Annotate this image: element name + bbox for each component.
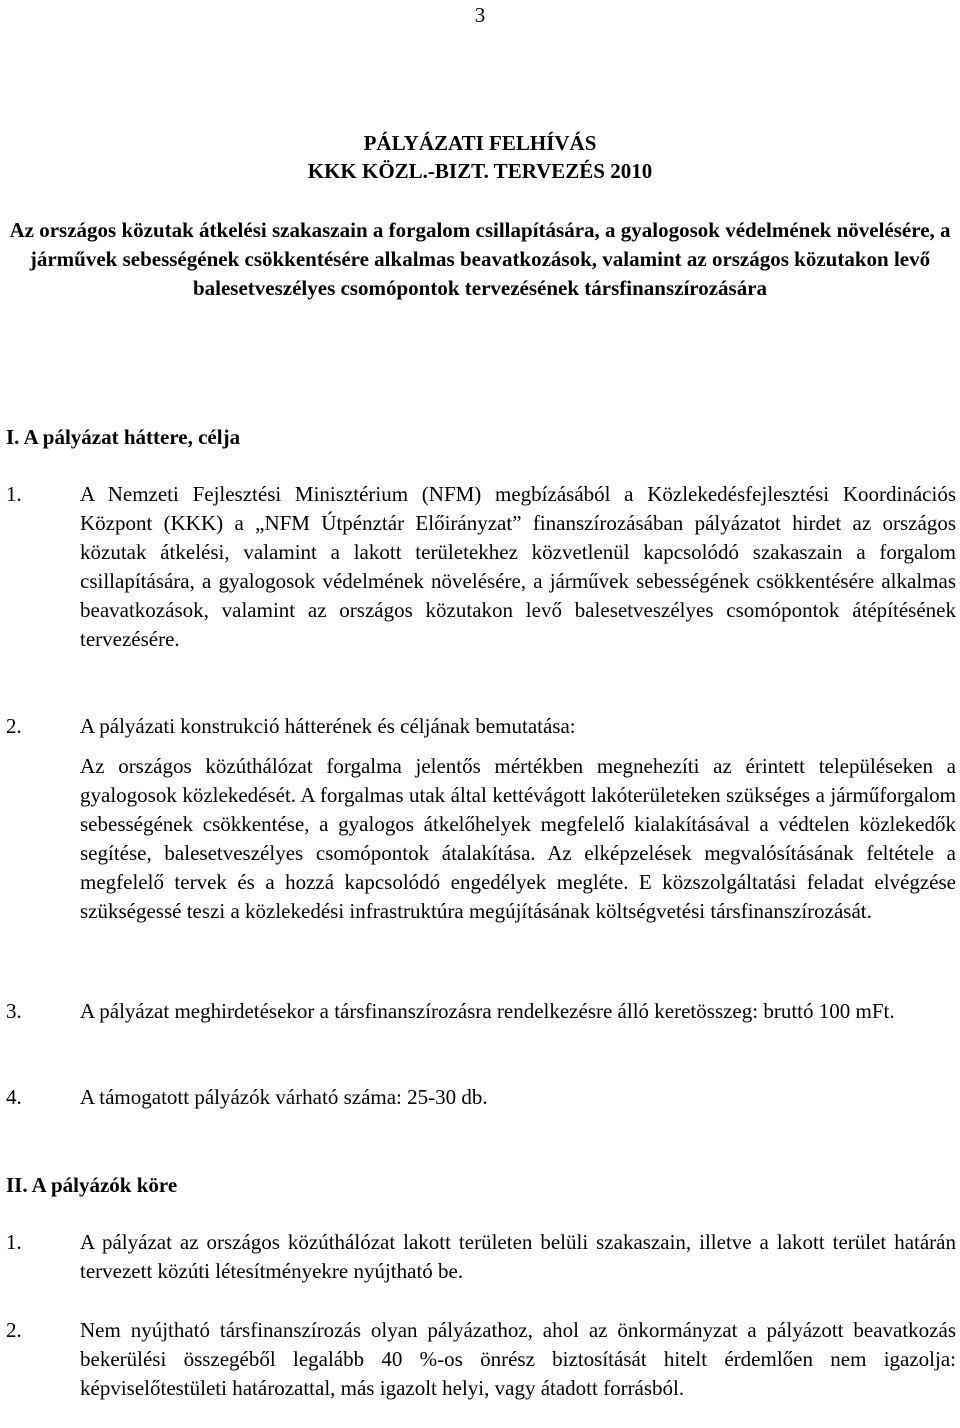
item-number: 1. [6, 1230, 22, 1254]
item-number: 1. [6, 482, 22, 506]
section-heading-1: I. A pályázat háttere, célja [6, 425, 241, 449]
title-line-2: KKK KÖZL.-BIZT. TERVEZÉS 2010 [307, 159, 653, 183]
document-subtitle: Az országos közutak átkelési szakaszain a forgalom csillapítására, a gyalogosok védelmének növelésére, a járművek sebességének csökkentésére alkalmas beavatkozások, valamint az országos közutakon levő balesetveszélyes csomópontok tervezésének társfinanszírozására [9, 218, 951, 300]
list-item [6, 712, 956, 741]
item-number: 3. [6, 999, 22, 1023]
list-item [6, 480, 956, 654]
page-number: 3 [474, 3, 486, 27]
item-text: A pályázati konstrukció hátterének és céljának bemutatása: [80, 714, 576, 738]
list-item [6, 1228, 956, 1286]
list-item [6, 1316, 956, 1403]
item-text: A Nemzeti Fejlesztési Minisztérium (NFM) megbízásából a Közlekedésfejlesztési Koordinációs Központ (KKK) a „NFM Útpénztár Előirányzat” finanszírozásában pályázatot hirdet az országos közutak átkelési, valamint a lakott területekhez közvetlenül kapcsolódó szakaszain a forgalom csillapítására, a gyalogosok védelmének növelésére, a járművek sebességének csökkentésére alkalmas beavatkozások, valamint az országos közutakon levő balesetveszélyes csomópontok átépítésének tervezésére. [80, 482, 956, 651]
item-number: 2. [6, 1318, 22, 1342]
item-number: 4. [6, 1085, 22, 1109]
title-line-1: PÁLYÁZATI FELHÍVÁS [363, 131, 597, 155]
paragraph: Az országos közúthálózat forgalma jelentős mértékben megnehezíti az érintett településeken a gyalogosok közlekedését. A forgalmas utak által kettévágott lakóterületeken szükséges a járműforgalom sebességének csökkentése, a gyalogos átkelőhelyek megfelelő kialakításával a védtelen közlekedők segítése, balesetveszélyes csomópontok átalakítása. Az elképzelések megvalósításának feltétele a megfelelő tervek és a hozzá kapcsolódó engedélyek megléte. E közszolgáltatási feladat elvégzése szükségessé teszi a közlekedési infrastruktúra megújításának költségvetési társfinanszírozását. [80, 754, 956, 923]
item-text: A pályázat az országos közúthálózat lakott területen belüli szakaszain, illetve a lakott terület határán tervezett közúti létesítményekre nyújtható be. [80, 1230, 956, 1283]
item-text: A pályázat meghirdetésekor a társfinanszírozásra rendelkezésre álló keretösszeg: bruttó 100 mFt. [80, 999, 895, 1023]
section-heading-2: II. A pályázók köre [6, 1173, 178, 1197]
item-number: 2. [6, 714, 22, 738]
list-item [6, 1083, 956, 1112]
list-item [6, 997, 956, 1026]
document-title [0, 130, 960, 186]
item-text: A támogatott pályázók várható száma: 25-30 db. [80, 1085, 488, 1109]
item-text: Nem nyújtható társfinanszírozás olyan pályázathoz, ahol az önkormányzat a pályázott beavatkozás bekerülési összegéből legalább 40 %-os önrész biztosítását hitelt érdemlően nem igazolja: képviselőtestületi határozattal, más igazolt helyi, vagy átadott forrásból. [80, 1318, 956, 1400]
